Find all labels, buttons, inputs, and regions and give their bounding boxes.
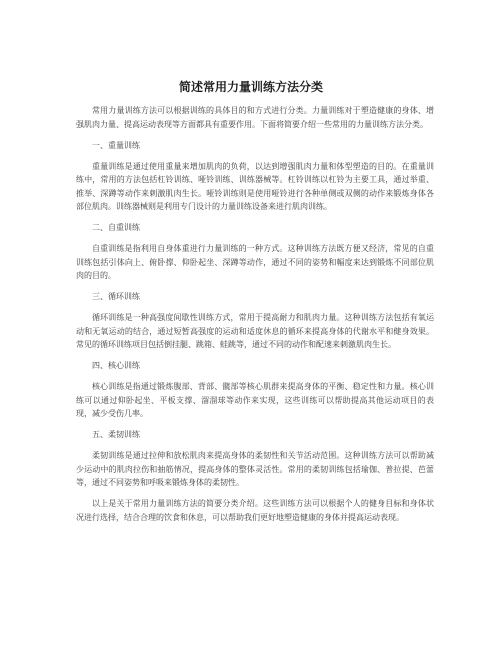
section-body-core-training: 核心训练是指通过锻炼腹部、背部、髋部等核心肌群来提高身体的平衡、稳定性和力量。核心训练可以通过仰卧起坐、平板支撑、溜溜球等动作来实现，这些训练可以帮助提高其他运动项目的表现，减少受伤几率。 (76, 382, 434, 418)
section-heading-core-training: 四、核心训练 (92, 361, 140, 370)
section-heading-weight-training: 一、重量训练 (92, 140, 140, 150)
document-body (76, 104, 434, 524)
section-body-circuit-training: 循环训练是一种高强度间歇性训练方式，常用于提高耐力和肌肉力量。这种训练方法包括有氧运动和无氧运动的结合，通过短暂高强度的运动和适度休息的循环来提高身体的代谢水平和健身效果。常见的循环训练项目包括倒挂腿、跳箱、蛙跳等，通过不同的动作和配速来刺激肌肉生长。 (76, 313, 434, 349)
section-body-weight-training: 重量训练是通过使用重量来增加肌肉的负荷，以达到增强肌肉力量和体型塑造的目的。在重量训练中，常用的方法包括杠铃训练、哑铃训练、训练器械等。杠铃训练以杠铃为主要工具，通过举重、推举、深蹲等动作来刺激肌肉生长。哑铃训练则是使用哑铃进行各种单侧或双侧的动作来锻炼身体各部位肌肉。训练器械则是利用专门设计的力量训练设备来进行肌肉训练。 (76, 161, 434, 211)
section-heading-bodyweight-training: 二、自重训练 (92, 223, 140, 232)
section-heading-flexibility-training: 五、柔韧训练 (92, 430, 140, 439)
intro-paragraph: 常用力量训练方法可以根据训练的具体目的和方式进行分类。力量训练对于塑造健康的身体、增强肌肉力量、提高运动表现等方面都具有重要作用。下面将简要介绍一些常用的力量训练方法分类。 (76, 106, 434, 129)
document-title: 简述常用力量训练方法分类 (178, 80, 323, 94)
section-heading-circuit-training: 三、循环训练 (92, 292, 140, 301)
section-body-bodyweight-training: 自重训练是指利用自身体重进行力量训练的一种方式。这种训练方法既方便又经济，常见的自重训练包括引体向上、俯卧撑、仰卧起坐、深蹲等动作，通过不同的姿势和幅度来达到锻炼不同部位肌肉的目的。 (76, 244, 434, 280)
conclusion-paragraph: 以上是关于常用力量训练方法的简要分类介绍。这些训练方法可以根据个人的健身目标和身体状况进行选择，结合合理的饮食和休息，可以帮助我们更好地塑造健康的身体并提高运动表现。 (76, 499, 434, 522)
section-body-flexibility-training: 柔韧训练是通过拉伸和放松肌肉来提高身体的柔韧性和关节活动范围。这种训练方法可以帮助减少运动中的肌肉拉伤和抽筋情况，提高身体的整体灵活性。常用的柔韧训练包括瑜伽、普拉提、芭蕾等，通过不同姿势和呼吸来锻炼身体的柔韧性。 (76, 451, 434, 487)
